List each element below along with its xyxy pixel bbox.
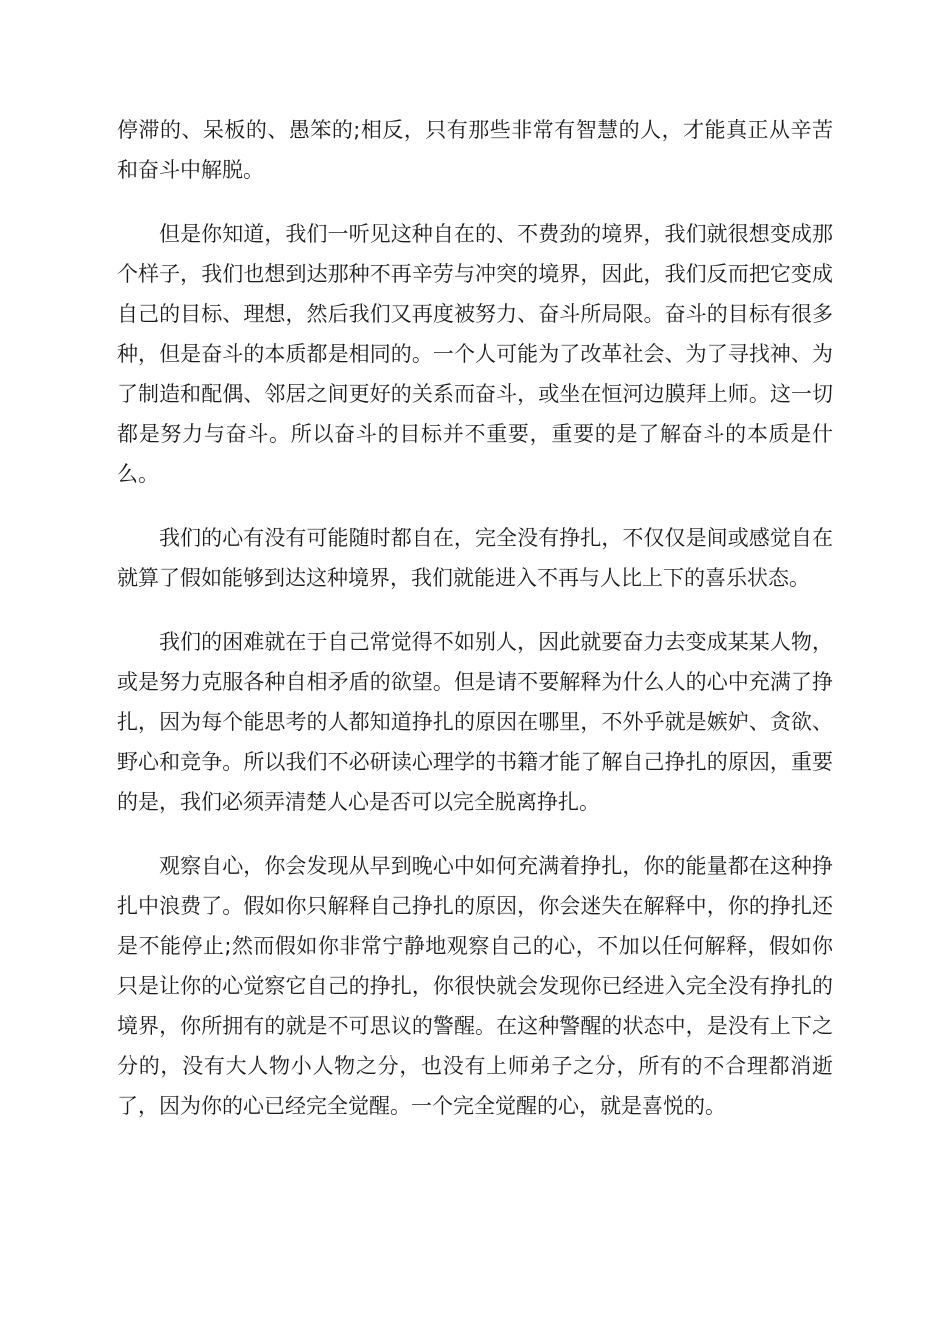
paragraph-5: 观察自心，你会发现从早到晚心中如何充满着挣扎，你的能量都在这种挣扎中浪费了。假如你只解释自己挣扎的原因，你会迷失在解释中，你的挣扎还是不能停止;然而假如你非常宁静地观察自己的心，不加以任何解释，假如你只是让你的心觉察它自己的挣扎，你很快就会发现你已经进入完全没有挣扎的境界，你所拥有的就是不可思议的警醒。在这种警醒的状态中，是没有上下之分的，没有大人物小人物之分，也没有上师弟子之分，所有的不合理都消逝了，因为你的心已经完全觉醒。一个完全觉醒的心，就是喜悦的。	[117, 854, 833, 1118]
paragraph-3: 我们的心有没有可能随时都自在，完全没有挣扎，不仅仅是间或感觉自在就算了假如能够到达这种境界，我们就能进入不再与人比上下的喜乐状态。	[117, 526, 833, 590]
paragraph-1: 停滞的、呆板的、愚笨的;相反，只有那些非常有智慧的人，才能真正从辛苦和奋斗中解脱。	[117, 118, 833, 182]
document-body	[117, 110, 833, 1126]
paragraph-4: 我们的困难就在于自己常觉得不如别人，因此就要奋力去变成某某人物，或是努力克服各种自相矛盾的欲望。但是请不要解释为什么人的心中充满了挣扎，因为每个能思考的人都知道挣扎的原因在哪里，不外乎就是嫉妒、贪欲、野心和竞争。所以我们不必研读心理学的书籍才能了解自己挣扎的原因，重要的是，我们必须弄清楚人心是否可以完全脱离挣扎。	[117, 630, 833, 814]
paragraph-2: 但是你知道，我们一听见这种自在的、不费劲的境界，我们就很想变成那个样子，我们也想到达那种不再辛劳与冲突的境界，因此，我们反而把它变成自己的目标、理想，然后我们又再度被努力、奋斗所局限。奋斗的目标有很多种，但是奋斗的本质都是相同的。一个人可能为了改革社会、为了寻找神、为了制造和配偶、邻居之间更好的关系而奋斗，或坐在恒河边膜拜上师。这一切都是努力与奋斗。所以奋斗的目标并不重要，重要的是了解奋斗的本质是什么。	[117, 222, 833, 486]
